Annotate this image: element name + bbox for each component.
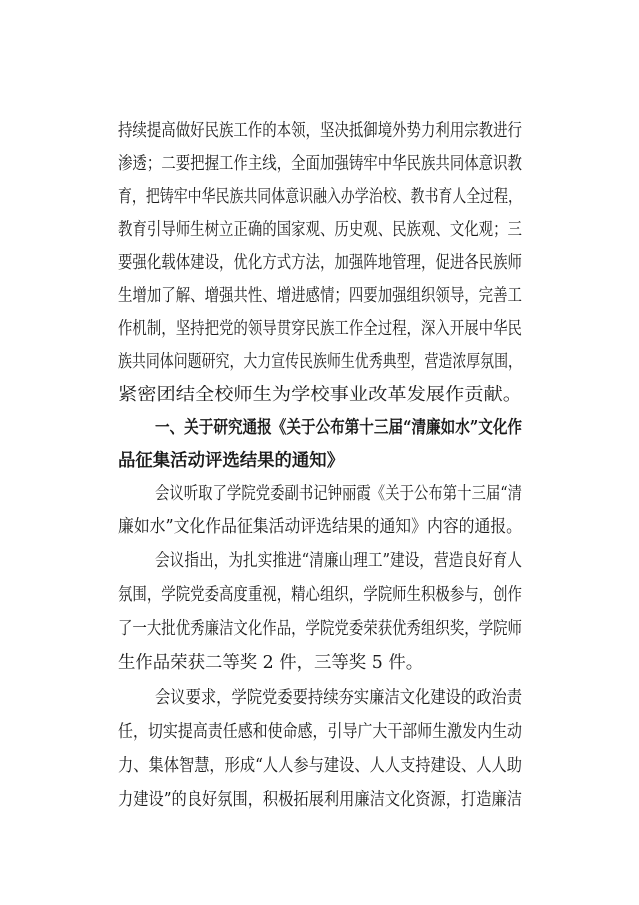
line-text: 生作品荣获二等奖 2 件，三等奖 5 件。 — [118, 653, 424, 673]
line-text: 教育引导师生树立正确的国家观、历史观、民族观、文化观；三 — [118, 220, 522, 240]
heading-text: 品征集活动评选结果的通知》 — [118, 451, 345, 471]
paragraph-line — [0, 749, 639, 783]
line-text: 会议要求，学院党委要持续夯实廉洁文化建设的政治责 — [155, 688, 523, 708]
line-text: 廉如水”文化作品征集活动评选结果的通知》内容的通报。 — [118, 517, 523, 537]
section-heading — [0, 444, 639, 478]
line-text: 族共同体问题研究，大力宣传民族师生优秀典型，营造浓厚氛围， — [118, 352, 522, 372]
line-text: 氛围，学院党委高度重视，精心组织，学院师生积极参与，创作 — [118, 585, 522, 605]
paragraph-line — [0, 646, 639, 680]
paragraph-line — [0, 612, 639, 646]
line-text: 力、集体智慧，形成“人人参与建设、人人支持建设、人人助 — [118, 756, 522, 776]
paragraph-line — [0, 477, 639, 511]
paragraph-line — [0, 510, 639, 544]
heading-text: 一、关于研究通报《关于公布第十三届“清廉如水”文化作 — [155, 418, 523, 438]
paragraph-line — [0, 578, 639, 612]
paragraph-line — [0, 715, 639, 749]
paragraph-line — [0, 180, 639, 214]
paragraph-line — [0, 681, 639, 715]
line-text: 要强化载体建设，优化方式方法，加强阵地管理，促进各民族师 — [118, 253, 522, 273]
line-text: 作机制，坚持把党的领导贯穿民族工作全过程，深入开展中华民 — [118, 319, 522, 339]
line-text: 渗透；二要把握工作主线，全面加强铸牢中华民族共同体意识教 — [118, 154, 522, 174]
paragraph-line — [0, 246, 639, 280]
line-text: 了一大批优秀廉洁文化作品，学院党委荣获优秀组织奖，学院师 — [118, 619, 522, 639]
line-text: 会议听取了学院党委副书记钟丽霞《关于公布第十三届“清 — [155, 484, 523, 504]
line-text: 任，切实提高责任感和使命感，引导广大干部师生激发内生动 — [118, 722, 523, 742]
paragraph-line — [0, 279, 639, 313]
line-text: 紧密团结全校师生为学校事业改革发展作贡献。 — [118, 385, 523, 405]
paragraph-line — [0, 783, 639, 817]
paragraph-line — [0, 378, 639, 412]
section-heading — [0, 411, 639, 445]
paragraph-line — [0, 312, 639, 346]
paragraph-line — [0, 345, 639, 379]
paragraph-line — [0, 213, 639, 247]
line-text: 生增加了解、增强共性、增进感情；四要加强组织领导，完善工 — [118, 286, 522, 306]
line-text: 育，把铸牢中华民族共同体意识融入办学治校、教书育人全过程， — [118, 187, 522, 207]
line-text: 力建设”的良好氛围，积极拓展利用廉洁文化资源，打造廉洁 — [118, 790, 522, 810]
line-text: 会议指出，为扎实推进“清廉山理工”建设，营造良好育人 — [155, 551, 522, 571]
line-text: 持续提高做好民族工作的本领，坚决抵御境外势力利用宗教进行 — [118, 121, 522, 141]
paragraph-line — [0, 544, 639, 578]
paragraph-line — [0, 147, 639, 181]
paragraph-line — [0, 114, 639, 148]
